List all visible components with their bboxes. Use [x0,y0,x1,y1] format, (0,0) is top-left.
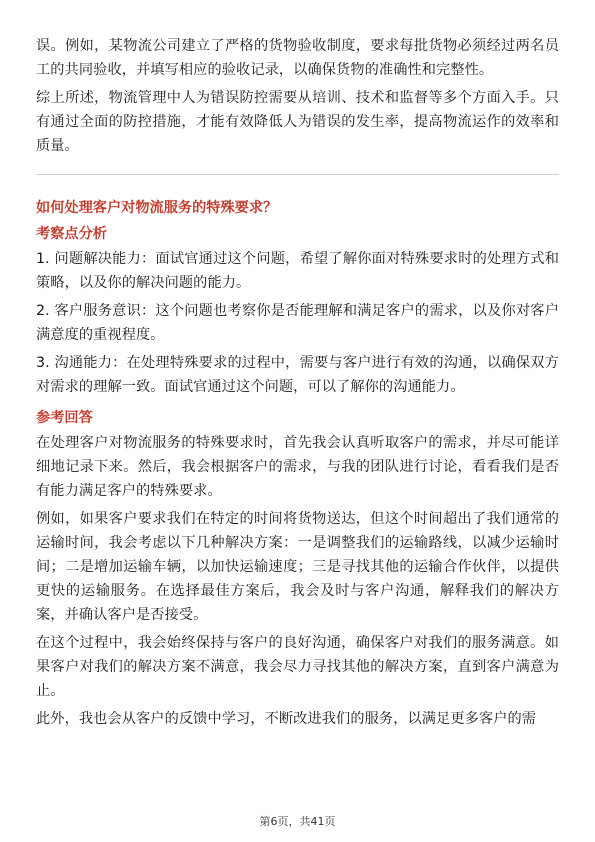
answer-paragraph-1: 在处理客户对物流服务的特殊要求时，首先我会认真听取客户的需求，并尽可能详细地记录下来。然后，我会根据客户的需求，与我的团队进行讨论，看看我们是否有能力满足客户的特殊要求。 [36,435,559,499]
page-number: 第6页，共41页 [259,815,336,828]
analysis-item-1: 1. 问题解决能力：面试官通过这个问题，希望了解你面对特殊要求时的处理方式和策略，以及你的解决问题的能力。 [36,251,559,291]
analysis-item-3: 3. 沟通能力：在处理特殊要求的过程中，需要与客户进行有效的沟通，以确保双方对需求的理解一致。面试官通过这个问题，可以了解你的沟通能力。 [36,355,559,395]
answer-paragraph-2: 例如，如果客户要求我们在特定的时间将货物送达，但这个时间超出了我们通常的运输时间，我会考虑以下几种解决方案：一是调整我们的运输路线，以减少运输时间；二是增加运输车辆，以加快运输速度；三是寻找其他的运输合作伙伴，以提供更快的运输服务。在选择最佳方案后，我会及时与客户沟通，解释我们的解决方案，并确认客户是否接受。 [36,511,559,623]
answer-paragraph-3: 在这个过程中，我会始终保持与客户的良好沟通，确保客户对我们的服务满意。如果客户对我们的解决方案不满意，我会尽力寻找其他的解决方案，直到客户满意为止。 [36,635,559,699]
answer-paragraph-4: 此外，我也会从客户的反馈中学习，不断改进我们的服务，以满足更多客户的需 [36,711,537,727]
question-heading: 如何处理客户对物流服务的特殊要求？ [36,200,278,216]
document-page [36,34,559,735]
analysis-title: 考察点分析 [36,226,107,242]
intro-paragraph-2: 综上所述，物流管理中人为错误防控需要从培训、技术和监督等多个方面入手。只有通过全面的防控措施，才能有效降低人为错误的发生率，提高物流运作的效率和质量。 [36,90,559,154]
section-divider [36,174,559,175]
analysis-item-2: 2. 客户服务意识：这个问题也考察你是否能理解和满足客户的需求，以及你对客户满意度的重视程度。 [36,303,559,343]
intro-paragraph-1: 误。例如，某物流公司建立了严格的货物验收制度，要求每批货物必须经过两名员工的共同验收，并填写相应的验收记录，以确保货物的准确性和完整性。 [36,38,559,78]
answer-title: 参考回答 [36,410,93,426]
